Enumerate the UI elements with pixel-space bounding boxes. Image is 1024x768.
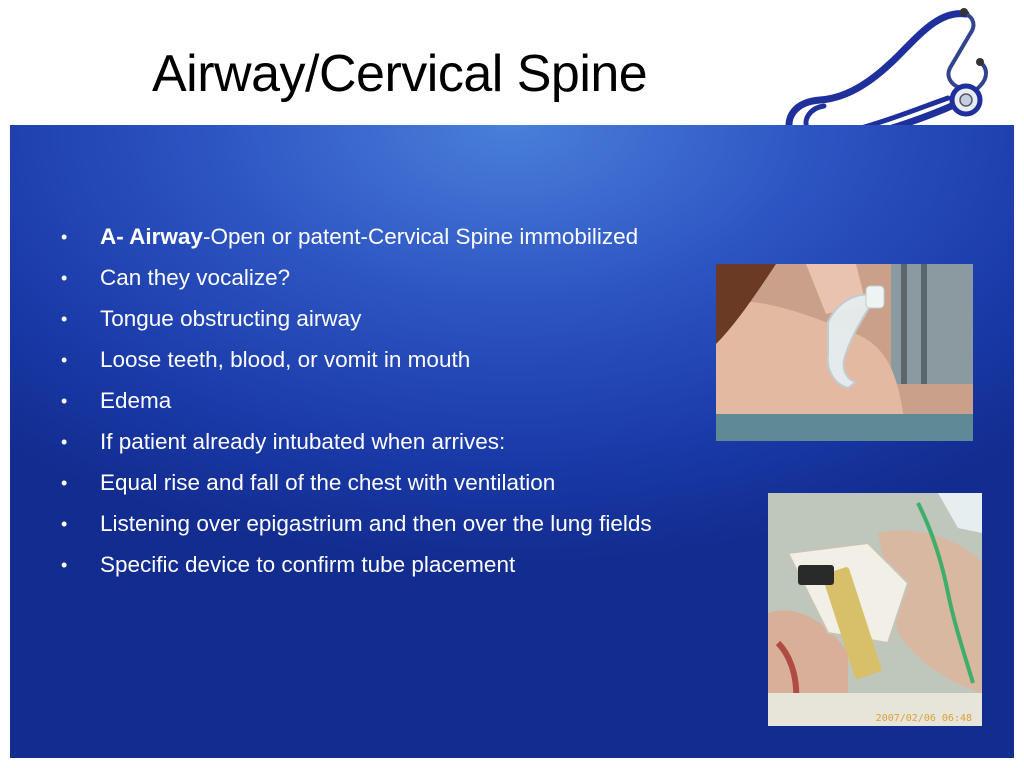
photo-date-stamp: 2007/02/06 06:48 [875,713,972,724]
oral-airway-illustration [716,264,973,441]
bullet-text: If patient already intubated when arrives: [100,429,506,454]
bullet-list [58,220,652,589]
bullet-text: Edema [100,388,172,413]
bullet-text: Tongue obstructing airway [100,306,362,331]
slide-title: Airway/Cervical Spine [152,45,648,103]
bullet-text: Listening over epigastrium and then over the lung fields [100,511,652,536]
cervical-collar-photo [768,493,982,726]
bullet-item [58,302,652,343]
cervical-collar-illustration [768,493,982,726]
bullet-marker: • [61,473,68,493]
oral-airway-photo [716,264,973,441]
bullet-marker: • [61,555,68,575]
bullet-item [58,425,652,466]
bullet-marker: • [61,350,68,370]
bullet-text: Equal rise and fall of the chest with ventilation [100,470,556,495]
bullet-marker: • [61,227,68,247]
bullet-item [58,384,652,425]
bullet-marker: • [61,514,68,534]
bullet-item [58,343,652,384]
bullet-text: Specific device to confirm tube placement [100,552,516,577]
bullet-marker: • [61,391,68,411]
bullet-item [58,507,652,548]
bullet-item [58,261,652,302]
bullet-bold-text: A- Airway [100,224,203,249]
bullet-text: Can they vocalize? [100,265,291,290]
bullet-marker: • [61,268,68,288]
bullet-marker: • [61,432,68,452]
bullet-item [58,220,652,261]
bullet-item [58,548,652,589]
bullet-item [58,466,652,507]
bullet-text: Loose teeth, blood, or vomit in mouth [100,347,471,372]
bullet-marker: • [61,309,68,329]
bullet-text: -Open or patent-Cervical Spine immobilized [202,224,639,249]
